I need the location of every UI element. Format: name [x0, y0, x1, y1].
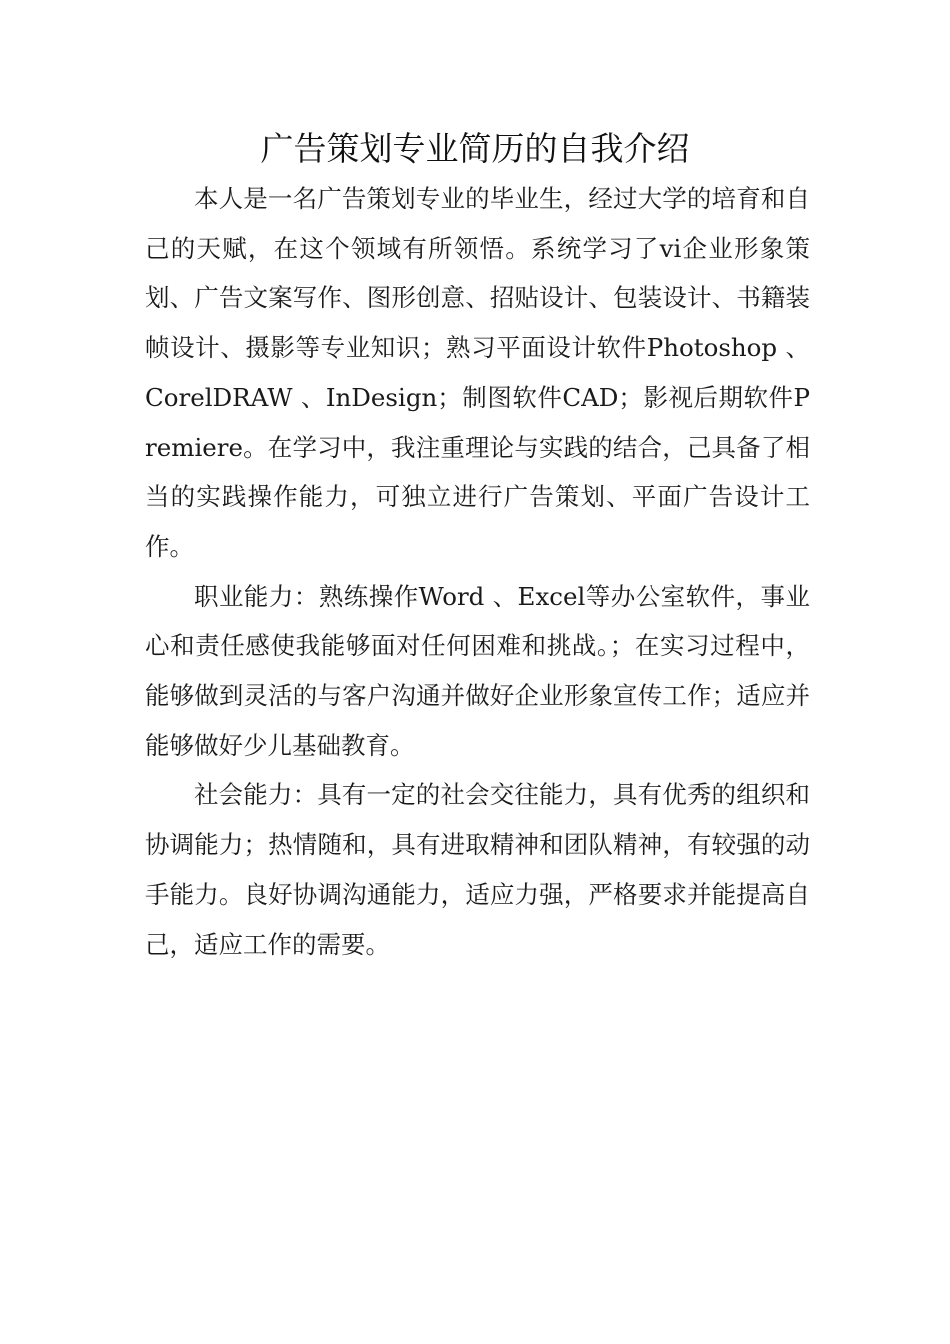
paragraph-intro: 本人是一名广告策划专业的毕业生，经过大学的培育和自己的天赋，在这个领域有所领悟。系统学习了vi企业形象策划、广告文案写作、图形创意、招贴设计、包装设计、书籍装帧设计、摄影等专业知识；熟习平面设计软件Photoshop 、CorelDRAW 、InDesign；制图软件CAD；影视后期软件Premiere。在学习中，我注重理论与实践的结合，己具备了相当的实践操作能力，可独立进行广告策划、平面广告设计工作。: [145, 184, 810, 561]
document-body: [145, 174, 810, 969]
paragraph-professional-ability: 职业能力：熟练操作Word 、Excel等办公室软件，事业心和责任感使我能够面对任何困难和挑战。；在实习过程中，能够做到灵活的与客户沟通并做好企业形象宣传工作；适应并能够做好少儿基础教育。: [145, 581, 810, 760]
paragraph-social-ability: 社会能力：具有一定的社会交往能力，具有优秀的组织和协调能力；热情随和，具有进取精神和团队精神，有较强的动手能力。良好协调沟通能力，适应力强，严格要求并能提高自己，适应工作的需要。: [145, 780, 810, 959]
document-title: 广告策划专业简历的自我介绍: [260, 129, 690, 168]
